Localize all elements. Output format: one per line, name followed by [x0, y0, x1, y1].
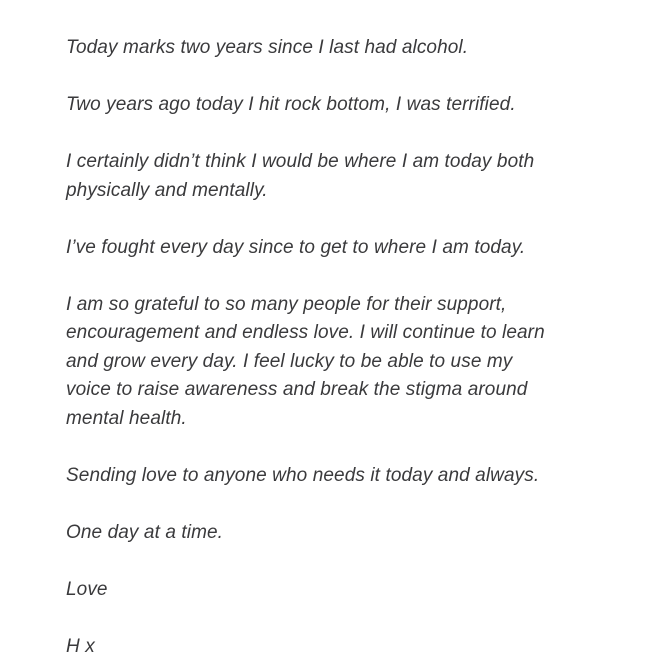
paragraph-physically-mentally: I certainly didn’t think I would be where I am today both physically and mentally.: [66, 151, 535, 201]
note-body: [66, 34, 626, 661]
paragraph-sending-love: Sending love to anyone who needs it today and always.: [66, 464, 540, 486]
paragraph-anniversary: Today marks two years since I last had alcohol.: [66, 37, 469, 58]
sign-off: Love: [66, 578, 108, 600]
paragraph-one-day-at-a-time: One day at a time.: [66, 521, 224, 543]
paragraph-gratitude: I am so grateful to so many people for their support, encouragement and endless love. I will continue to learn and grow every day. I feel lucky to be able to use my voice to raise awareness and break the stigma around mental health.: [66, 293, 545, 429]
signature: H x: [66, 635, 95, 657]
paragraph-rock-bottom: Two years ago today I hit rock bottom, I was terrified.: [66, 94, 516, 115]
paragraph-fought-every-day: I’ve fought every day since to get to where I am today.: [66, 236, 526, 258]
